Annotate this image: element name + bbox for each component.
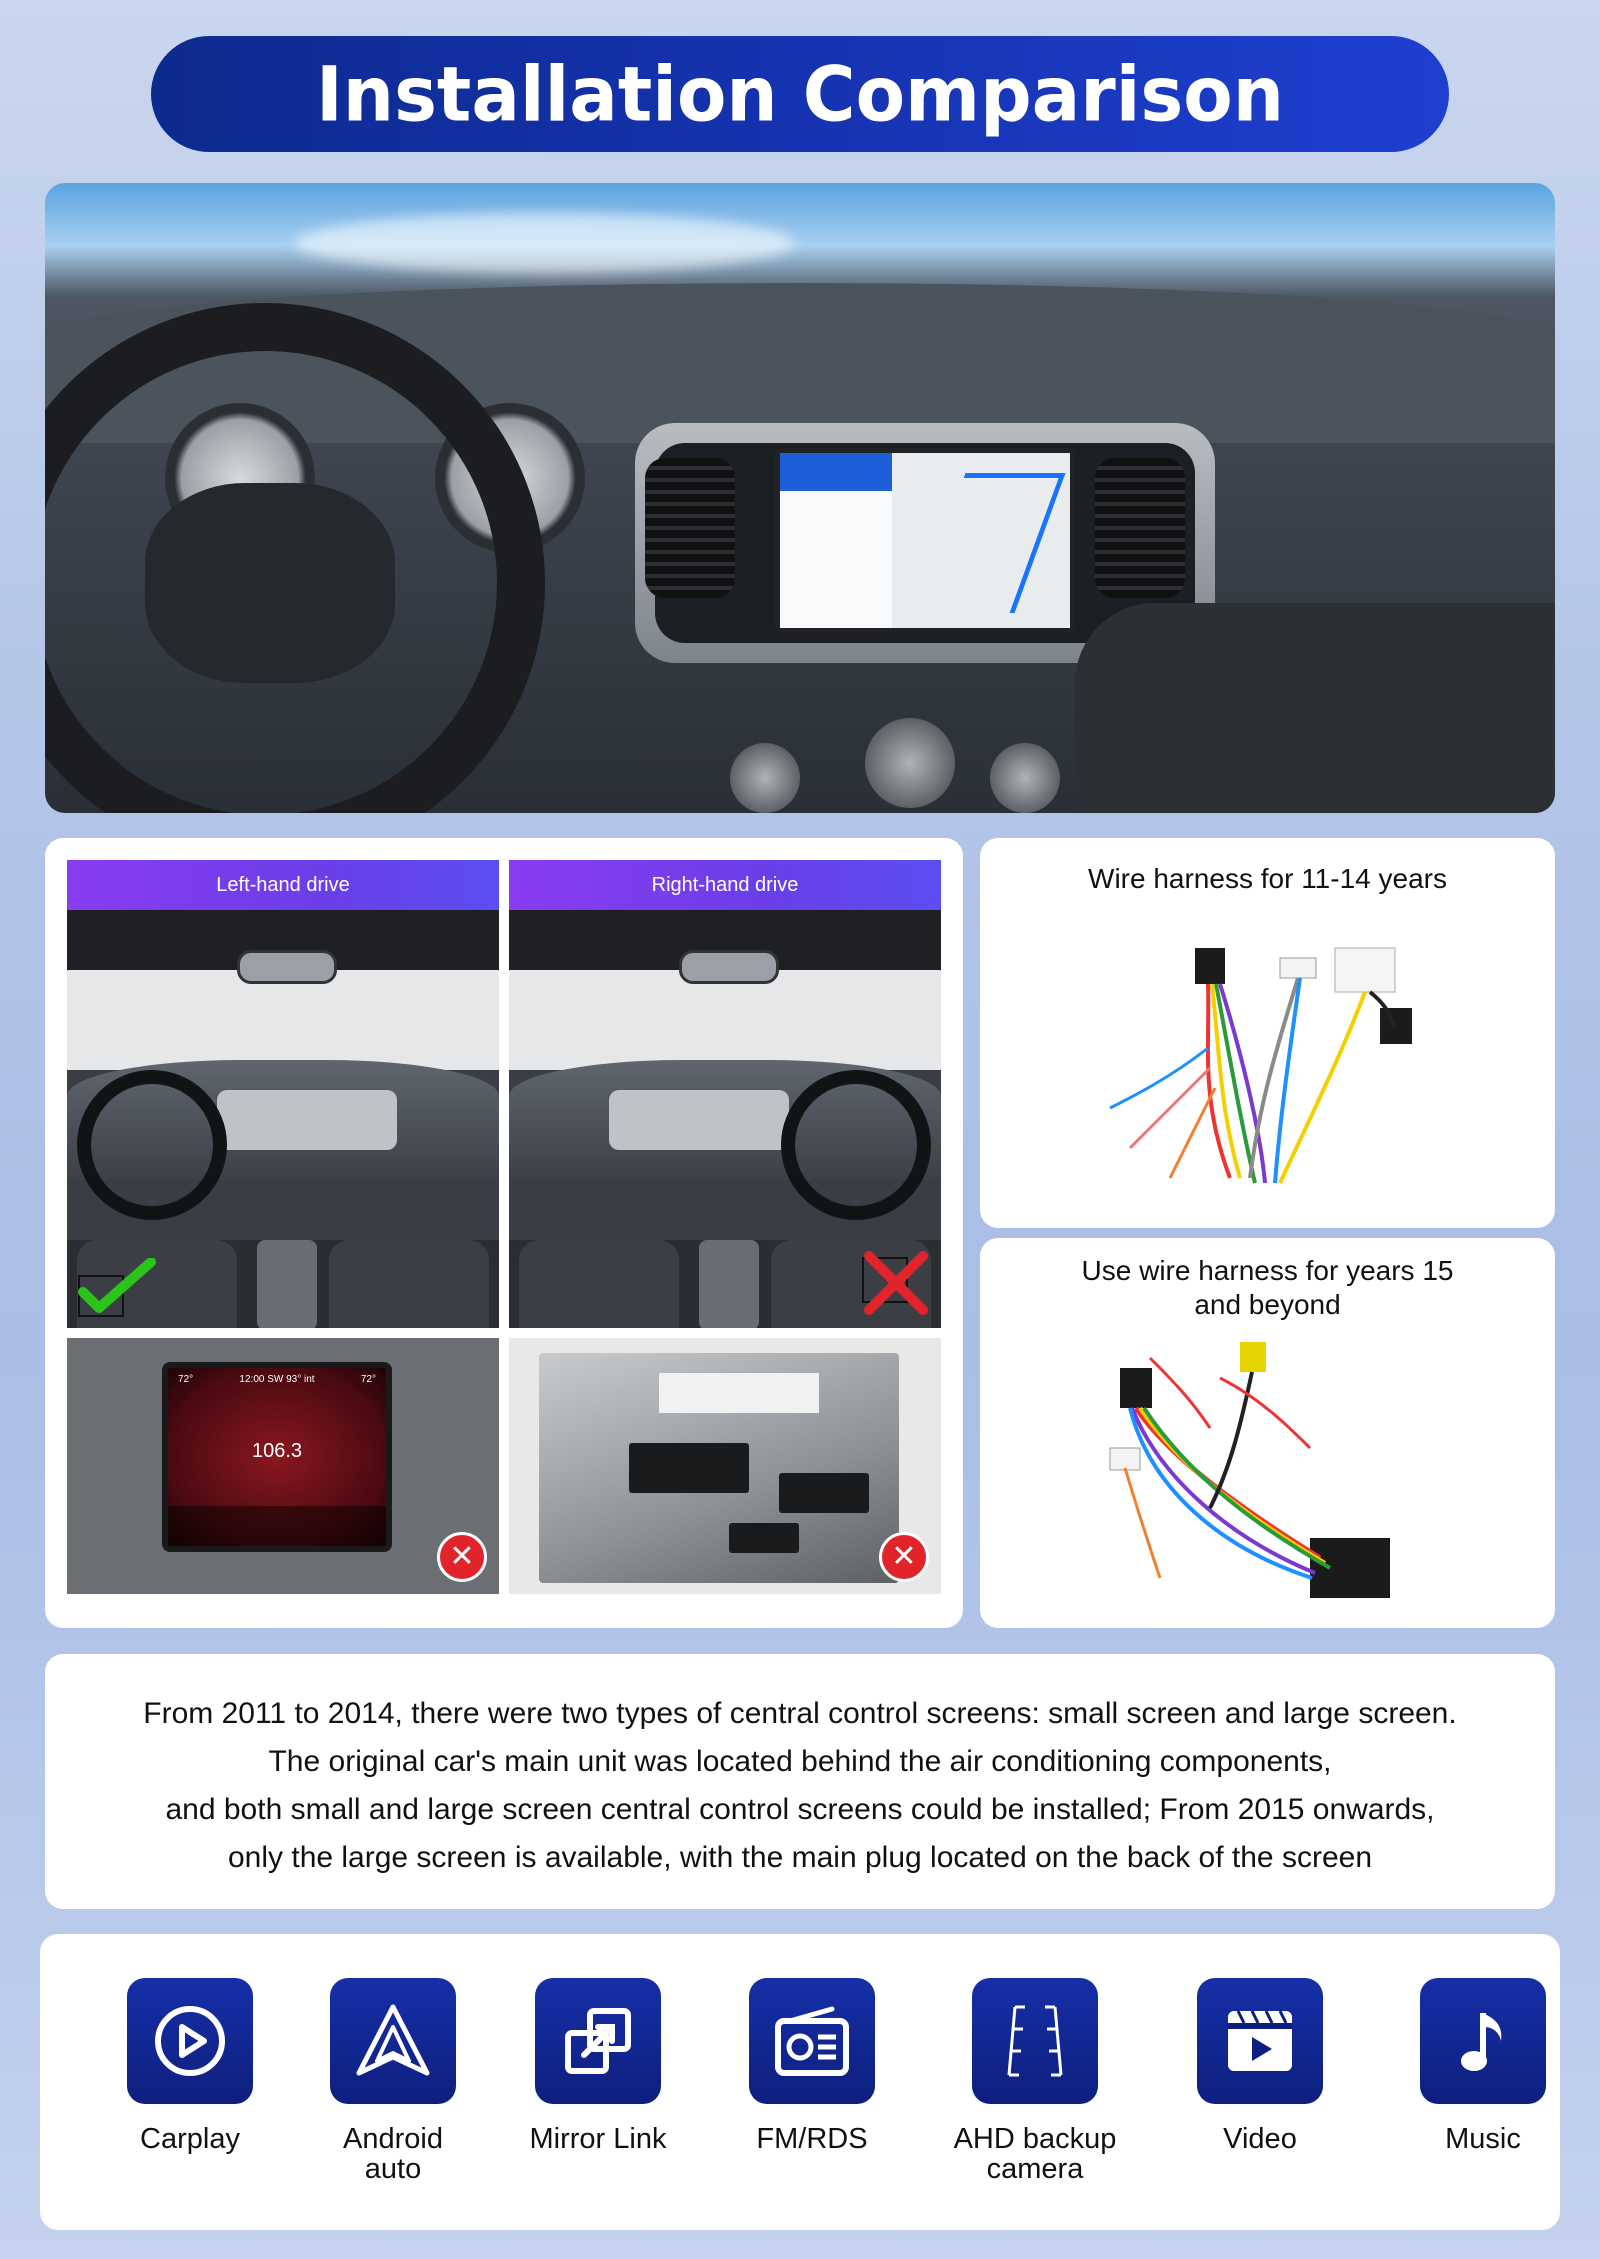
cross-icon: ✕	[879, 1532, 929, 1582]
description-line: The original car's main unit was located behind the air conditioning components,	[268, 1745, 1332, 1778]
mirror-link-icon	[535, 1978, 661, 2104]
right-hand-drive-header: Right-hand drive	[509, 860, 941, 910]
android-auto-icon	[330, 1978, 456, 2104]
video-icon	[1197, 1978, 1323, 2104]
left-hand-drive-header: Left-hand drive	[67, 860, 499, 910]
feature-video: Video	[1160, 1978, 1360, 2154]
description-card	[45, 1654, 1555, 1909]
climate-knob-left	[730, 743, 800, 813]
original-head-unit	[539, 1353, 899, 1583]
x-mark-icon	[861, 1248, 931, 1318]
radio-frequency: 106.3	[251, 1440, 303, 1462]
features-card	[40, 1934, 1560, 2230]
carplay-icon	[127, 1978, 253, 2104]
wire-harness-image	[1090, 1338, 1450, 1618]
glove-box	[1075, 603, 1555, 813]
radio-icon	[749, 1978, 875, 2104]
wire-harness-new-title-line2: and beyond	[1194, 1289, 1341, 1320]
climate-knob-right	[990, 743, 1060, 813]
description-line: From 2011 to 2014, there were two types of central control screens: small screen and large screen.	[143, 1697, 1457, 1730]
cloud	[295, 213, 795, 273]
original-head-unit-photo	[509, 1338, 941, 1594]
factory-radio-screen: 72° 12:00 SW 93° int 72° 106.3	[162, 1362, 392, 1552]
description-text	[45, 1690, 1555, 1882]
head-unit-screen	[775, 448, 1075, 633]
climate-knob-center	[865, 718, 955, 808]
feature-music: Music	[1383, 1978, 1583, 2154]
music-icon	[1420, 1978, 1546, 2104]
drive-comparison-card	[45, 838, 963, 1628]
steering-hub	[145, 483, 395, 683]
dashboard-photo	[45, 183, 1555, 813]
right-hand-drive-photo	[509, 910, 941, 1328]
feature-fm-rds: FM/RDS	[712, 1978, 912, 2154]
left-hand-drive-column	[67, 860, 499, 1594]
description-line: only the large screen is available, with the main plug located on the back of the screen	[227, 1841, 1372, 1874]
small-screen-radio-photo	[67, 1338, 499, 1594]
feature-android-auto: Android auto	[293, 1978, 493, 2184]
backup-camera-icon	[972, 1978, 1098, 2104]
feature-mirror-link: Mirror Link	[498, 1978, 698, 2154]
cross-icon: ✕	[437, 1532, 487, 1582]
wire-harness-new-title-line1: Use wire harness for years 15	[1081, 1255, 1454, 1286]
title-banner	[151, 36, 1449, 152]
page-title: Installation Comparison	[316, 49, 1284, 139]
navigation-sidebar	[780, 453, 892, 628]
wire-harness-old-card	[980, 838, 1555, 1228]
check-icon	[77, 1258, 157, 1318]
feature-ahd-backup-camera: AHD backup camera	[935, 1978, 1135, 2184]
left-hand-drive-photo	[67, 910, 499, 1328]
left-air-vent	[645, 458, 735, 598]
right-air-vent	[1095, 458, 1185, 598]
feature-carplay: Carplay	[90, 1978, 290, 2154]
right-hand-drive-column	[509, 860, 941, 1594]
description-line: and both small and large screen central control screens could be installed; From 2015 onwards,	[165, 1793, 1435, 1826]
wire-harness-old-title: Wire harness for 11-14 years	[1088, 863, 1447, 894]
wire-harness-new-card	[980, 1238, 1555, 1628]
wire-harness-image	[1090, 928, 1450, 1198]
